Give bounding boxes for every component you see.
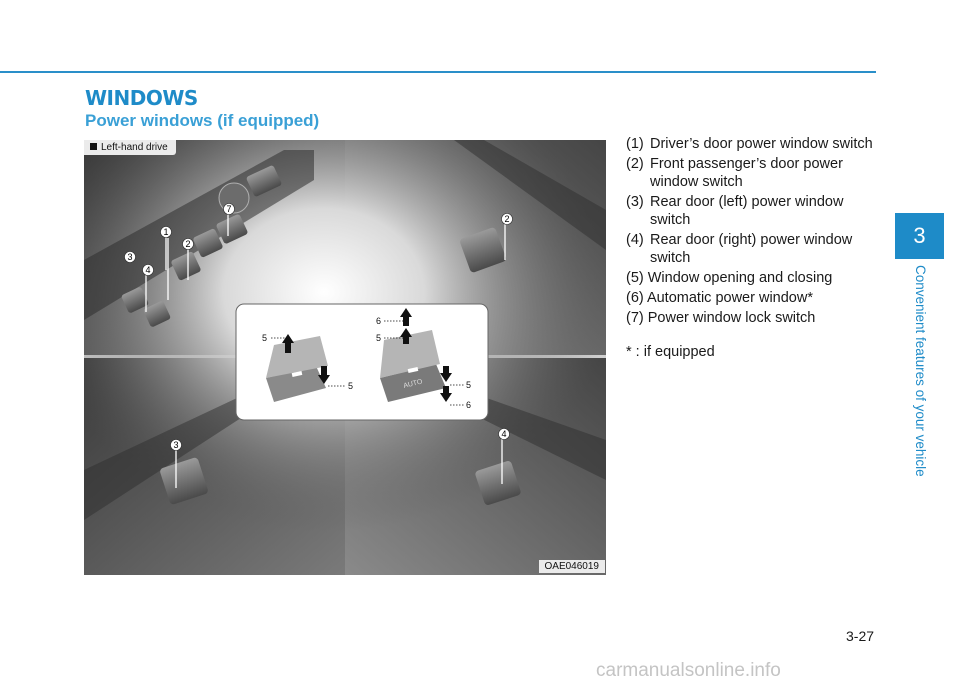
header-rule — [0, 71, 876, 73]
inset-label-auto-up: 6 — [376, 316, 382, 326]
inset-label-close-manual: 5 — [348, 381, 354, 391]
callout-2: 2 — [185, 239, 191, 250]
figure-badge-text: Left-hand drive — [101, 142, 168, 153]
legend-text: Rear door (right) power window switch — [650, 232, 853, 266]
callout-2-passenger: 2 — [504, 214, 510, 225]
inset-label-open-manual: 5 — [262, 333, 268, 343]
inset-label-open-auto-switch: 5 — [376, 333, 382, 343]
legend-item — [626, 155, 876, 191]
legend-text: Rear door (left) power window switch — [650, 194, 844, 228]
chapter-title: Convenient features of your vehicle — [913, 265, 928, 477]
figure-badge — [84, 140, 176, 155]
callout-4: 4 — [145, 265, 151, 276]
figure-code: OAE046019 — [539, 560, 606, 573]
watermark: carmanualsonline.info — [596, 660, 781, 681]
footnote: * : if equipped — [626, 344, 715, 360]
legend-number: (3) — [626, 194, 644, 210]
callout-4-rear-right: 4 — [501, 429, 507, 440]
legend-number: (1) — [626, 136, 644, 152]
legend-number: (4) — [626, 232, 644, 248]
legend-item-6: (6) Automatic power window* — [626, 290, 813, 306]
legend-item-5: (5) Window opening and closing — [626, 270, 833, 286]
sub-title: Power windows (if equipped) — [85, 111, 320, 130]
auto-label: AUTO — [402, 378, 424, 390]
power-window-figure — [84, 140, 606, 575]
legend-item-7: (7) Power window lock switch — [626, 310, 816, 326]
callout-1: 1 — [163, 227, 169, 238]
chapter-tab: 3 — [895, 213, 944, 259]
callout-3-rear-left: 3 — [173, 440, 179, 451]
chapter-label — [897, 265, 941, 495]
section-title: WINDOWS — [85, 86, 198, 110]
square-bullet-icon — [90, 143, 97, 150]
legend-number: (2) — [626, 156, 644, 172]
inset-label-close-auto-switch: 5 — [466, 380, 472, 390]
legend-item — [626, 135, 876, 153]
inset-label-auto-down: 6 — [466, 400, 472, 410]
callout-3: 3 — [127, 252, 133, 263]
page-number: 3-27 — [846, 628, 875, 644]
figure-illustration — [84, 140, 606, 575]
switch-operation-inset — [236, 304, 488, 420]
callout-7: 7 — [226, 204, 232, 215]
legend-text: Front passenger’s door power window switch — [650, 156, 843, 190]
legend — [626, 135, 876, 361]
legend-item — [626, 231, 876, 267]
legend-item — [626, 193, 876, 229]
legend-text: Driver’s door power window switch — [650, 136, 873, 152]
